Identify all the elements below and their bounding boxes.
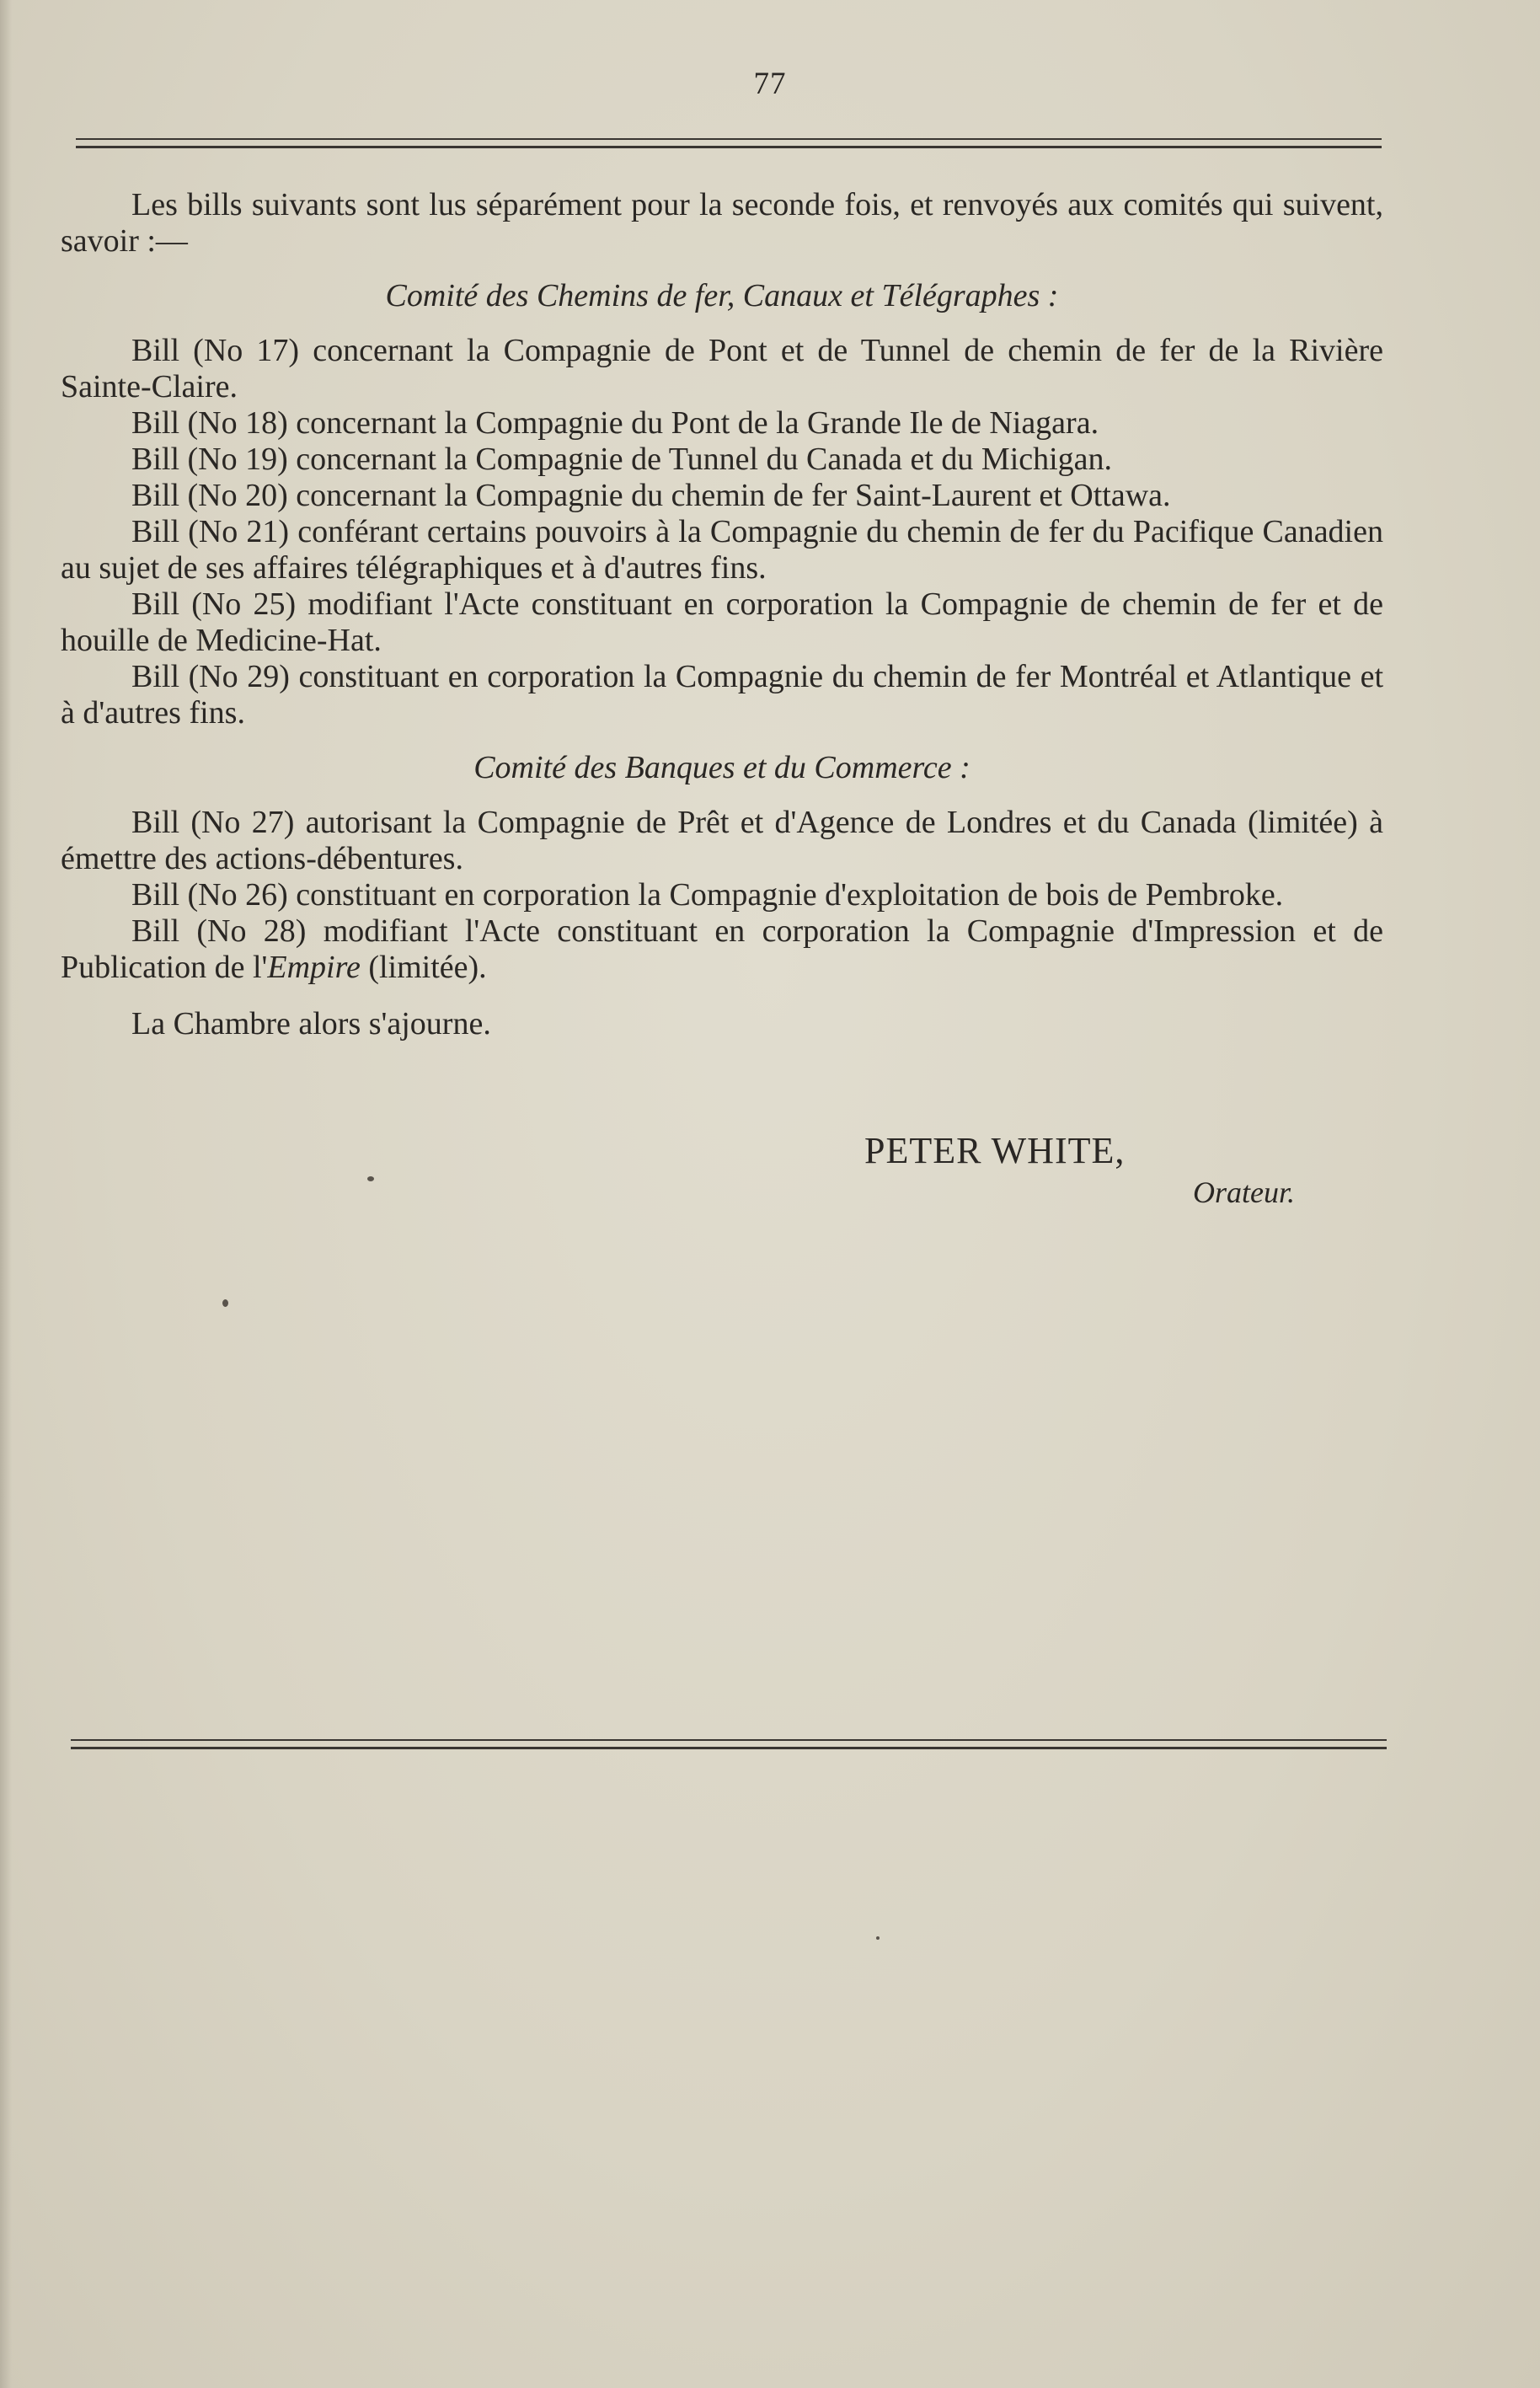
- bill-item: Bill (No 17) concernant la Compagnie de Pont et de Tunnel de chemin de fer de la Rivière Sainte-Claire.: [61, 333, 1383, 404]
- paper-speck: [222, 1299, 228, 1307]
- bill-text-part: (limitée).: [360, 950, 487, 985]
- bill-item: Bill (No 29) constituant en corporation la Compagnie du chemin de fer Montréal et Atlantique et à d'autres fins.: [61, 659, 1383, 731]
- bill-text-part: Bill (No 28) modifiant l'Acte constituant en corporation la Compagnie d'Impression et de Publication de l': [61, 913, 1383, 985]
- closing-line: La Chambre alors s'ajourne.: [131, 1006, 491, 1041]
- bill-item: Bill (No 27) autorisant la Compagnie de Prêt et d'Agence de Londres et du Canada (limitée) à émettre des actions-débentures.: [61, 805, 1383, 876]
- signature-name: PETER WHITE,: [864, 1130, 1126, 1171]
- section-heading-banking: Comité des Banques et du Commerce :: [473, 750, 971, 785]
- bill-list-railways: [61, 333, 1383, 731]
- paper-speck: [876, 1936, 880, 1940]
- paper-speck: [367, 1176, 374, 1181]
- bill-list-banking: [61, 805, 1383, 986]
- signature-title: Orateur.: [1193, 1175, 1296, 1209]
- page-edge-shadow: [0, 0, 12, 2388]
- bill-item: Bill (No 26) constituant en corporation la Compagnie d'exploitation de bois de Pembroke.: [131, 877, 1284, 913]
- bill-item: Bill (No 18) concernant la Compagnie du Pont de la Grande Ile de Niagara.: [131, 405, 1099, 441]
- page-number: 77: [753, 67, 787, 101]
- bill-item: Bill (No 19) concernant la Compagnie de Tunnel du Canada et du Michigan.: [131, 442, 1113, 477]
- intro-paragraph: Les bills suivants sont lus séparément pour la seconde fois, et renvoyés aux comités qui suivent, savoir :—: [61, 187, 1383, 259]
- bill-item: Bill (No 20) concernant la Compagnie du chemin de fer Saint-Laurent et Ottawa.: [131, 478, 1171, 513]
- top-double-rule: [76, 138, 1382, 150]
- section-heading-railways: Comité des Chemins de fer, Canaux et Télégraphes :: [385, 278, 1059, 313]
- bill-item-last: [61, 913, 1383, 986]
- bill-italic-word: Empire: [267, 950, 361, 985]
- bill-item: Bill (No 25) modifiant l'Acte constituant en corporation la Compagnie de chemin de fer et de houille de Medicine-Hat.: [61, 586, 1383, 658]
- bill-item: Bill (No 21) conférant certains pouvoirs à la Compagnie du chemin de fer du Pacifique Canadien au sujet de ses affaires télégraphiques et à d'autres fins.: [61, 514, 1383, 586]
- bottom-double-rule: [71, 1739, 1387, 1751]
- document-body: [61, 187, 1383, 1042]
